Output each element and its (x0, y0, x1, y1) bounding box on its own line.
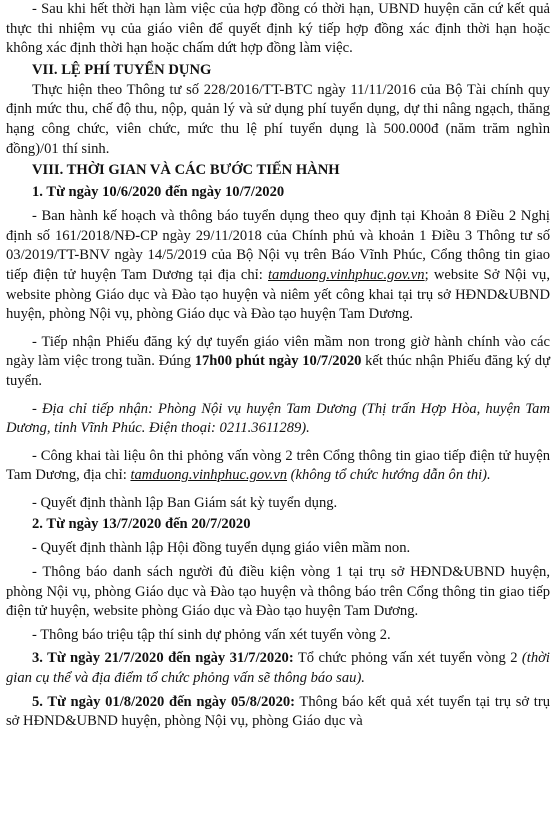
paragraph-recruitment-council: - Quyết định thành lập Hội đồng tuyển dụng giáo viên mầm non. (32, 540, 411, 557)
website-link[interactable]: tamduong.vinhphuc.gov.vn (130, 467, 288, 484)
paragraph-supervision-board: - Quyết định thành lập Ban Giám sát kỳ tuyển dụng. (32, 494, 338, 511)
text: kết thúc nhận Phiếu đăng ký dự tuyển. (6, 353, 550, 389)
paragraph-address: - Địa chỉ tiếp nhận: Phòng Nội vụ huyện Tam Dương (Thị trấn Hợp Hòa, huyện Tam Dương, tỉnh Vĩnh Phúc. Điện thoại: 0211.3611289). (6, 400, 550, 437)
deadline-text: 17h00 phút ngày 10/7/2020 (194, 353, 362, 370)
paragraph-step-5 (6, 693, 550, 732)
paragraph-summons: - Thông báo triệu tập thí sinh dự phỏng vấn xét tuyển vòng 2. (32, 626, 391, 643)
text: (thời gian cụ thể và địa điểm tổ chức phỏng vấn sẽ thông báo sau). (6, 650, 550, 687)
paragraph-step-3 (6, 649, 550, 688)
text: ; website Sở Nội vụ, website phòng Giáo dục và Đào tạo huyện và niêm yết công khai tại trụ sở HĐND&UBND huyện, phòng Nội vụ, phòng Giáo dục và Đào tạo huyện Tam Dương. (6, 266, 550, 323)
step-3-label: 3. Từ ngày 21/7/2020 đến ngày 31/7/2020: (32, 650, 294, 667)
subheading-step-1: 1. Từ ngày 10/6/2020 đến ngày 10/7/2020 (32, 184, 285, 201)
paragraph-receive-forms (6, 333, 550, 392)
text: (không tổ chức hướng dẫn ôn thi). (287, 467, 491, 484)
heading-section-viii: VIII. THỜI GIAN VÀ CÁC BƯỚC TIẾN HÀNH (32, 162, 340, 179)
paragraph-eligible-list: - Thông báo danh sách người đủ điều kiện vòng 1 tại trụ sở HĐND&UBND huyện, phòng Nội vụ, phòng Giáo dục và Đào tạo huyện và thông báo trên Cổng thông tin giao tiếp điện tử huyện, website phòng Giáo dục và Đào tạo huyện Tam Dương. (6, 564, 550, 620)
step-5-label: 5. Từ ngày 01/8/2020 đến ngày 05/8/2020: (32, 693, 296, 710)
paragraph-announcement (6, 207, 550, 325)
text: - Ban hành kế hoạch và thông báo tuyển dụng theo quy định tại Khoản 8 Điều 2 Nghị định số 161/2018/NĐ-CP ngày 29/11/2018 của Chính phủ và khoản 1 Điều 3 Thông tư số 03/2019/TT-BNV ngày 14/5/2019 của Bộ Nội vụ trên Báo Vĩnh Phúc, Cổng thông tin giao tiếp điện tử huyện Tam Dương tại địa chỉ: (6, 208, 550, 283)
website-link[interactable]: tamduong.vinhphuc.gov.vn (268, 266, 425, 283)
text: Tổ chức phỏng vấn xét tuyển vòng 2 (293, 650, 522, 667)
subheading-step-2: 2. Từ ngày 13/7/2020 đến 20/7/2020 (32, 516, 251, 533)
heading-section-vii: VII. LỆ PHÍ TUYỂN DỤNG (32, 61, 212, 78)
paragraph-contract-end: - Sau khi hết thời hạn làm việc của hợp đồng có thời hạn, UBND huyện căn cứ kết quả thực thi nhiệm vụ của giáo viên để quyết định ký tiếp hợp đồng xác định thời hạn hoặc không xác định thời hạn hoặc chấm dứt hợp đồng làm việc. (6, 1, 550, 57)
paragraph-fee: Thực hiện theo Thông tư số 228/2016/TT-BTC ngày 11/11/2016 của Bộ Tài chính quy định mức thu, chế độ thu, nộp, quản lý và sử dụng phí tuyển dụng, dự thi nâng ngạch, thăng hạng công chức, viên chức, mức thu lệ phí tuyển dụng là 500.000đ (năm trăm nghìn đồng)/01 thí sinh. (6, 81, 550, 157)
paragraph-study-materials (6, 447, 550, 486)
text: - Công khai tài liệu ôn thi phỏng vấn vòng 2 trên Cổng thông tin giao tiếp điện tử huyện Tam Dương, địa chỉ: (6, 447, 550, 484)
text: Thông báo kết quả xét tuyển tại trụ sở trụ sở HĐND&UBND huyện, phòng Nội vụ, phòng Giáo dục và (6, 693, 550, 730)
text: - Tiếp nhận Phiếu đăng ký dự tuyển giáo viên mầm non trong giờ hành chính vào các ngày làm việc trong tuần. Đúng (6, 333, 550, 370)
